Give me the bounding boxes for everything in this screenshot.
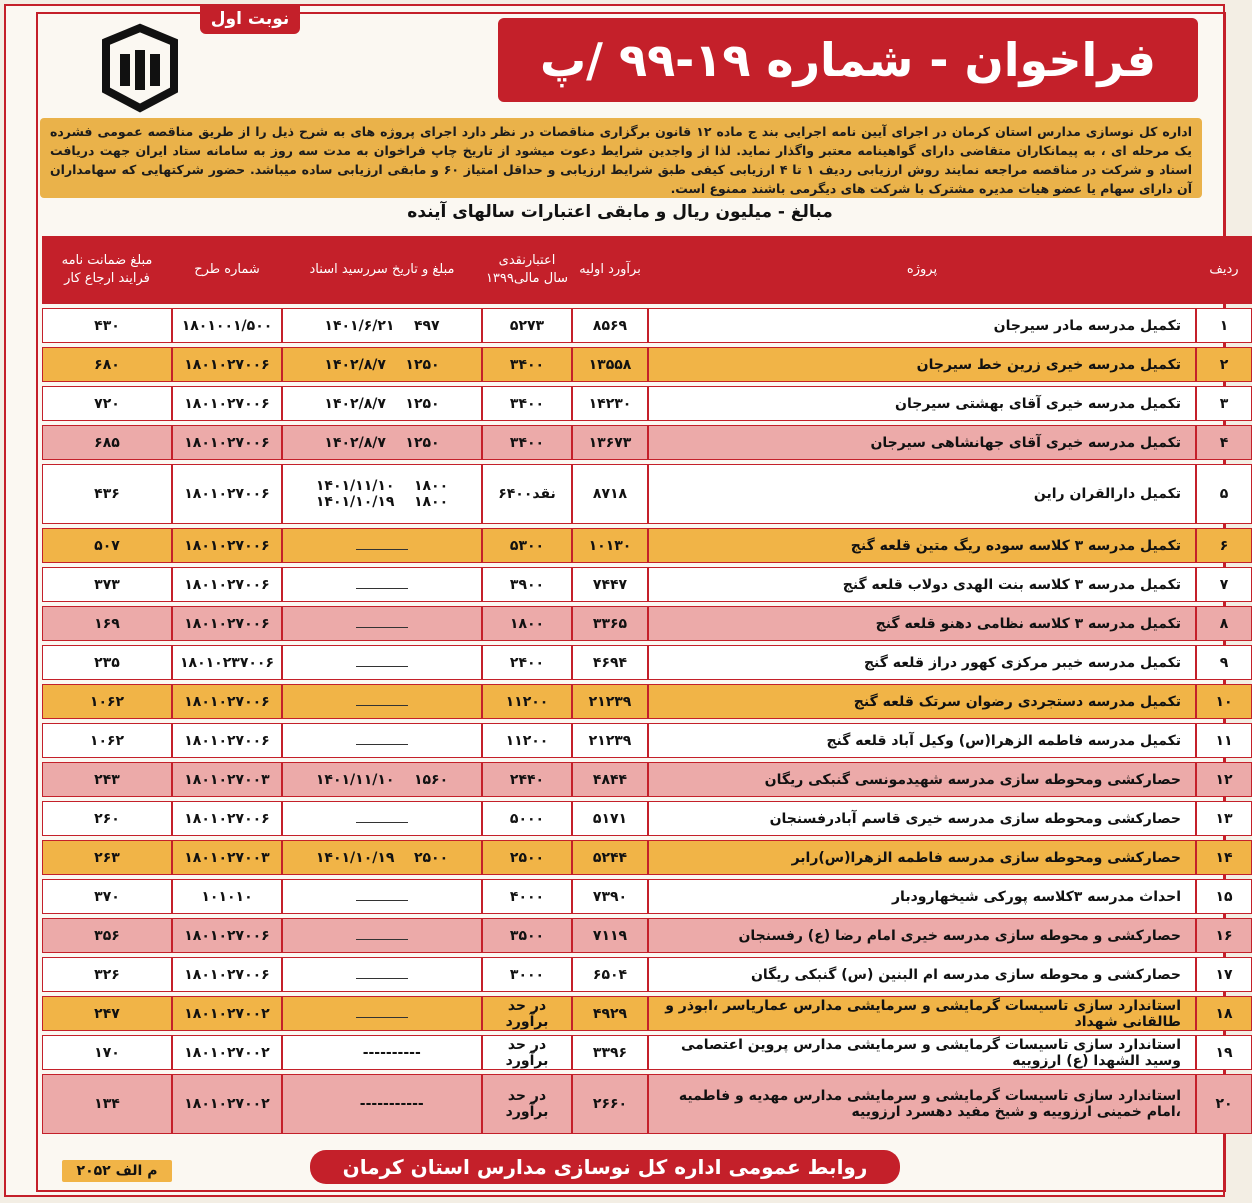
amount-value: ۱۲۵۰ xyxy=(405,434,440,451)
amount-value: ۴۹۷ xyxy=(413,317,440,334)
cell-project: احداث مدرسه ۳کلاسه پورکی شیخهارودبار xyxy=(648,879,1196,914)
empty-dash xyxy=(356,822,408,823)
cell-cash-credit: ۳۵۰۰ xyxy=(482,918,572,953)
empty-dash xyxy=(356,549,408,550)
table-row xyxy=(42,645,1252,680)
table-row xyxy=(42,528,1252,563)
cell-row-number: ۲ xyxy=(1196,347,1252,382)
cell-plan-number: ۱۸۰۱۰۲۷۰۰۶ xyxy=(172,464,282,524)
cell-plan-number: ۱۸۰۱۰۲۳۷۰۰۶ xyxy=(172,645,282,680)
footer-banner: روابط عمومی اداره کل نوسازی مدارس استان کرمان xyxy=(310,1150,900,1184)
table-row xyxy=(42,386,1252,421)
cell-guarantee: ۵۰۷ xyxy=(42,528,172,563)
cell-estimate: ۳۳۹۶ xyxy=(572,1035,648,1070)
cell-plan-number: ۱۸۰۱۰۲۷۰۰۳ xyxy=(172,840,282,875)
announcement-title xyxy=(498,18,1198,102)
cell-amount-date xyxy=(282,308,482,343)
cell-cash-credit: ۲۴۰۰ xyxy=(482,645,572,680)
cell-estimate: ۶۵۰۴ xyxy=(572,957,648,992)
cell-cash-credit: ۵۰۰۰ xyxy=(482,801,572,836)
table-row xyxy=(42,464,1252,524)
table-row xyxy=(42,1074,1252,1134)
empty-dash xyxy=(356,978,408,979)
table-row xyxy=(42,606,1252,641)
cell-project: استاندارد سازی تاسیسات گرمایشی و سرمایشی مدارس پروین اعتصامی وسید الشهدا (ع) ارزوییه xyxy=(648,1035,1196,1070)
table-row xyxy=(42,996,1252,1031)
cell-guarantee: ۲۳۵ xyxy=(42,645,172,680)
cell-amount-date xyxy=(282,606,482,641)
cell-guarantee: ۱۷۰ xyxy=(42,1035,172,1070)
cell-estimate: ۲۶۶۰ xyxy=(572,1074,648,1134)
cell-estimate: ۳۳۶۵ xyxy=(572,606,648,641)
date-value: ۱۴۰۲/۸/۷ xyxy=(324,395,386,412)
header-project: پروژه xyxy=(648,236,1196,304)
header-row-number: ردیف xyxy=(1196,236,1252,304)
cell-guarantee: ۷۲۰ xyxy=(42,386,172,421)
cell-guarantee: ۳۷۳ xyxy=(42,567,172,602)
cell-guarantee: ۳۷۰ xyxy=(42,879,172,914)
cell-plan-number: ۱۸۰۱۰۲۷۰۰۲ xyxy=(172,1035,282,1070)
table-row xyxy=(42,1035,1252,1070)
cell-amount-date xyxy=(282,801,482,836)
table-row xyxy=(42,840,1252,875)
empty-dash xyxy=(356,939,408,940)
cell-amount-date xyxy=(282,528,482,563)
cell-cash-credit: در حد برآورد xyxy=(482,1035,572,1070)
cell-estimate: ۷۱۱۹ xyxy=(572,918,648,953)
cell-amount-date xyxy=(282,918,482,953)
amount-value: ۱۸۰۰ xyxy=(413,478,449,494)
cell-cash-credit: ۱۸۰۰ xyxy=(482,606,572,641)
cell-amount-date xyxy=(282,762,482,797)
cell-project: استاندارد سازی تاسیسات گرمایشی و سرمایشی مدارس عماریاسر ،ابوذر و طالقانی شهداد xyxy=(648,996,1196,1031)
cell-amount-date xyxy=(282,879,482,914)
table-row xyxy=(42,567,1252,602)
cell-cash-credit: ۲۵۰۰ xyxy=(482,840,572,875)
empty-dash xyxy=(356,1017,408,1018)
cell-project: تکمیل مدرسه مادر سیرجان xyxy=(648,308,1196,343)
amount-date-line xyxy=(287,318,477,334)
header-estimate: برآورد اولیه xyxy=(572,236,648,304)
table-row xyxy=(42,425,1252,460)
cell-amount-date xyxy=(282,957,482,992)
amount-date-line xyxy=(287,396,477,412)
cell-amount-date xyxy=(282,1074,482,1134)
cell-project: حصارکشی و محوطه سازی مدرسه ام البنین (س) گنبکی ریگان xyxy=(648,957,1196,992)
cell-plan-number: ۱۰۱۰۱۰ xyxy=(172,879,282,914)
cell-guarantee: ۱۰۶۲ xyxy=(42,684,172,719)
cell-project: حصارکشی و محوطه سازی مدرسه خیری امام رضا (ع) رفسنجان xyxy=(648,918,1196,953)
cell-row-number: ۱۰ xyxy=(1196,684,1252,719)
cell-estimate: ۴۶۹۴ xyxy=(572,645,648,680)
cell-project: تکمیل مدرسه خیری زرین خط سیرجان xyxy=(648,347,1196,382)
table-row xyxy=(42,801,1252,836)
cell-estimate: ۲۱۲۳۹ xyxy=(572,723,648,758)
amount-date-line xyxy=(287,494,477,510)
cell-amount-date xyxy=(282,567,482,602)
cell-row-number: ۴ xyxy=(1196,425,1252,460)
cell-plan-number: ۱۸۰۱۰۲۷۰۰۲ xyxy=(172,1074,282,1134)
cell-row-number: ۱۳ xyxy=(1196,801,1252,836)
empty-dash xyxy=(356,627,408,628)
amount-date-line xyxy=(287,850,477,866)
table-row xyxy=(42,879,1252,914)
cell-amount-date xyxy=(282,1035,482,1070)
cell-project: تکمیل مدرسه ۳ کلاسه نظامی دهنو قلعه گنج xyxy=(648,606,1196,641)
cell-plan-number: ۱۸۰۱۰۰۱/۵۰۰ xyxy=(172,308,282,343)
empty-dash xyxy=(356,744,408,745)
cell-guarantee: ۶۸۰ xyxy=(42,347,172,382)
cell-project: حصارکشی ومحوطه سازی مدرسه شهیدمونسی گنبکی ریگان xyxy=(648,762,1196,797)
cell-guarantee: ۱۰۶۲ xyxy=(42,723,172,758)
amount-value: ۱۸۰۰ xyxy=(413,494,449,510)
date-value: ۱۴۰۲/۸/۷ xyxy=(324,434,386,451)
cell-project: تکمیل مدرسه فاطمه الزهرا(س) وکیل آباد قلعه گنج xyxy=(648,723,1196,758)
table-row xyxy=(42,957,1252,992)
cell-plan-number: ۱۸۰۱۰۲۷۰۰۳ xyxy=(172,762,282,797)
date-value: ۱۴۰۱/۱۰/۱۹ xyxy=(315,494,395,510)
cell-row-number: ۱۸ xyxy=(1196,996,1252,1031)
cell-row-number: ۶ xyxy=(1196,528,1252,563)
cell-plan-number: ۱۸۰۱۰۲۷۰۰۶ xyxy=(172,684,282,719)
cell-cash-credit: ۱۱۲۰۰ xyxy=(482,684,572,719)
cell-row-number: ۹ xyxy=(1196,645,1252,680)
cell-plan-number: ۱۸۰۱۰۲۷۰۰۶ xyxy=(172,347,282,382)
cell-guarantee: ۴۳۶ xyxy=(42,464,172,524)
cell-estimate: ۵۱۷۱ xyxy=(572,801,648,836)
cell-amount-date xyxy=(282,386,482,421)
organization-logo xyxy=(92,20,188,116)
amount-date-line xyxy=(287,1096,477,1112)
amount-value: ۱۲۵۰ xyxy=(405,395,440,412)
cell-estimate: ۲۱۲۳۹ xyxy=(572,684,648,719)
amount-value: ---------- xyxy=(362,1044,421,1061)
cell-row-number: ۱۷ xyxy=(1196,957,1252,992)
cell-row-number: ۱۱ xyxy=(1196,723,1252,758)
cell-plan-number: ۱۸۰۱۰۲۷۰۰۶ xyxy=(172,528,282,563)
table-row xyxy=(42,918,1252,953)
amount-date-line xyxy=(287,435,477,451)
cell-cash-credit: ۳۰۰۰ xyxy=(482,957,572,992)
cell-row-number: ۸ xyxy=(1196,606,1252,641)
cell-plan-number: ۱۸۰۱۰۲۷۰۰۶ xyxy=(172,918,282,953)
cell-project: تکمیل مدرسه ۳ کلاسه بنت الهدی دولاب قلعه گنج xyxy=(648,567,1196,602)
amount-date-line xyxy=(287,1045,477,1061)
cell-cash-credit: ۲۴۴۰ xyxy=(482,762,572,797)
cell-plan-number: ۱۸۰۱۰۲۷۰۰۶ xyxy=(172,386,282,421)
cell-guarantee: ۲۶۰ xyxy=(42,801,172,836)
table-row xyxy=(42,308,1252,343)
cell-project: تکمیل مدرسه خیری آقای بهشتی سیرجان xyxy=(648,386,1196,421)
cell-project: تکمیل مدرسه ۳ کلاسه سوده ریگ متین قلعه گنج xyxy=(648,528,1196,563)
cell-plan-number: ۱۸۰۱۰۲۷۰۰۶ xyxy=(172,567,282,602)
cell-estimate: ۱۳۵۵۸ xyxy=(572,347,648,382)
cell-cash-credit: در حد برآورد xyxy=(482,996,572,1031)
date-value: ۱۴۰۱/۶/۲۱ xyxy=(324,317,395,334)
cell-estimate: ۸۷۱۸ xyxy=(572,464,648,524)
date-value: ۱۴۰۱/۱۰/۱۹ xyxy=(315,849,395,866)
amount-value: ----------- xyxy=(359,1096,424,1112)
cell-row-number: ۱۶ xyxy=(1196,918,1252,953)
footer-code: م الف ۲۰۵۲ xyxy=(62,1160,172,1182)
cell-amount-date xyxy=(282,723,482,758)
cell-cash-credit: ۳۹۰۰ xyxy=(482,567,572,602)
table-row xyxy=(42,684,1252,719)
cell-plan-number: ۱۸۰۱۰۲۷۰۰۶ xyxy=(172,801,282,836)
amount-value: ۱۵۶۰ xyxy=(413,771,449,788)
empty-dash xyxy=(356,705,408,706)
cell-estimate: ۷۳۹۰ xyxy=(572,879,648,914)
round-badge: نوبت اول xyxy=(200,4,300,34)
date-value: ۱۴۰۱/۱۱/۱۰ xyxy=(315,771,395,788)
intro-paragraph: اداره کل نوسازی مدارس استان کرمان در اجرای آیین نامه اجرایی بند ج ماده ۱۲ قانون برگزاری مناقصات در نظر دارد اجرای پروژه های به شرح ذیل را از طریق مناقصه عمومی فشرده یک مرحله ای ، به پیمانکاران متقاضی دارای گواهینامه معتبر واگذار نماید. لذا از واجدین شرایط دعوت میشود از تاریخ چاپ فراخوان به مدت سه روز به سامانه ستاد ایران جهت دریافت اسناد و شرکت در مناقصه مراجعه نمایند روش ارزیابی ردیف ۱ تا ۴ ارزیابی کیفی طبق شرایط ارزیابی و حداقل امتیاز ۶۰ و مابقی ارزیابی ساده میباشد. حضور شرکتهایی که سهامداران آن دارای سهام یا عضو هیات مدیره مشترک با شرکت های دیگرمی باشند ممنوع است. xyxy=(40,118,1202,198)
cell-amount-date xyxy=(282,425,482,460)
cell-cash-credit: ۵۳۰۰ xyxy=(482,528,572,563)
cell-cash-credit: در حد برآورد xyxy=(482,1074,572,1134)
amount-date-line xyxy=(287,772,477,788)
cell-row-number: ۱۲ xyxy=(1196,762,1252,797)
cell-plan-number: ۱۸۰۱۰۲۷۰۰۶ xyxy=(172,957,282,992)
cell-amount-date xyxy=(282,996,482,1031)
cell-estimate: ۵۲۴۴ xyxy=(572,840,648,875)
cell-estimate: ۷۴۴۷ xyxy=(572,567,648,602)
projects-table xyxy=(42,232,1252,1138)
amount-value: ۱۲۵۰ xyxy=(405,356,440,373)
cell-amount-date xyxy=(282,684,482,719)
header-guarantee: مبلغ ضمانت نامه فرایند ارجاع کار xyxy=(42,236,172,304)
amount-date-line xyxy=(287,478,477,494)
cell-project: استاندارد سازی تاسیسات گرمایشی و سرمایشی مدارس مهدیه و فاطمیه ،امام خمینی ارزوییه و شیخ مفید دهسرد ارزوییه xyxy=(648,1074,1196,1134)
cell-cash-credit: ۱۱۲۰۰ xyxy=(482,723,572,758)
cell-guarantee: ۲۴۷ xyxy=(42,996,172,1031)
cell-guarantee: ۳۵۶ xyxy=(42,918,172,953)
table-row xyxy=(42,762,1252,797)
header-amount-date: مبلغ و تاریخ سررسید اسناد xyxy=(282,236,482,304)
cell-plan-number: ۱۸۰۱۰۲۷۰۰۶ xyxy=(172,723,282,758)
cell-estimate: ۴۸۴۴ xyxy=(572,762,648,797)
empty-dash xyxy=(356,900,408,901)
cell-project: تکمیل مدرسه خیری آقای جهانشاهی سیرجان xyxy=(648,425,1196,460)
empty-dash xyxy=(356,588,408,589)
cell-plan-number: ۱۸۰۱۰۲۷۰۰۶ xyxy=(172,606,282,641)
cell-amount-date xyxy=(282,347,482,382)
header-plan-number: شماره طرح xyxy=(172,236,282,304)
cell-row-number: ۱۹ xyxy=(1196,1035,1252,1070)
cell-row-number: ۲۰ xyxy=(1196,1074,1252,1134)
cell-estimate: ۱۴۲۳۰ xyxy=(572,386,648,421)
cell-guarantee: ۶۸۵ xyxy=(42,425,172,460)
cell-row-number: ۳ xyxy=(1196,386,1252,421)
cell-cash-credit: ۳۴۰۰ xyxy=(482,386,572,421)
cell-guarantee: ۳۲۶ xyxy=(42,957,172,992)
cell-plan-number: ۱۸۰۱۰۲۷۰۰۲ xyxy=(172,996,282,1031)
date-value: ۱۴۰۱/۱۱/۱۰ xyxy=(315,478,395,494)
cell-plan-number: ۱۸۰۱۰۲۷۰۰۶ xyxy=(172,425,282,460)
cell-guarantee: ۱۶۹ xyxy=(42,606,172,641)
cell-estimate: ۱۰۱۳۰ xyxy=(572,528,648,563)
cell-project: حصارکشی ومحوطه سازی مدرسه فاطمه الزهرا(س)رابر xyxy=(648,840,1196,875)
cell-cash-credit: ۳۴۰۰ xyxy=(482,347,572,382)
amount-value: ۲۵۰۰ xyxy=(413,849,449,866)
cell-guarantee: ۲۶۳ xyxy=(42,840,172,875)
cell-project: تکمیل دارالقران راین xyxy=(648,464,1196,524)
cell-amount-date xyxy=(282,645,482,680)
cell-amount-date xyxy=(282,464,482,524)
table-header-row xyxy=(42,236,1252,304)
header-cash-credit: اعتبارنقدی سال مالی۱۳۹۹ xyxy=(482,236,572,304)
amount-date-line xyxy=(287,357,477,373)
table-subtitle: مبالغ - میلیون ریال و مابقی اعتبارات سالهای آینده xyxy=(407,202,833,222)
cell-cash-credit: ۴۰۰۰ xyxy=(482,879,572,914)
cell-cash-credit: ۳۴۰۰ xyxy=(482,425,572,460)
table-row xyxy=(42,723,1252,758)
cell-guarantee: ۱۳۴ xyxy=(42,1074,172,1134)
cell-row-number: ۷ xyxy=(1196,567,1252,602)
cell-estimate: ۴۹۲۹ xyxy=(572,996,648,1031)
cell-estimate: ۱۳۶۷۳ xyxy=(572,425,648,460)
cell-row-number: ۵ xyxy=(1196,464,1252,524)
cell-row-number: ۱۴ xyxy=(1196,840,1252,875)
title-text: فراخوان - شماره ۱۹-۹۹ /پ xyxy=(539,33,1157,87)
cell-cash-credit: نقد۶۴۰۰ xyxy=(482,464,572,524)
table-row xyxy=(42,347,1252,382)
cell-estimate: ۸۵۶۹ xyxy=(572,308,648,343)
cell-guarantee: ۲۴۳ xyxy=(42,762,172,797)
cell-cash-credit: ۵۲۷۳ xyxy=(482,308,572,343)
cell-row-number: ۱۵ xyxy=(1196,879,1252,914)
cell-project: حصارکشی ومحوطه سازی مدرسه خیری قاسم آبادرفسنجان xyxy=(648,801,1196,836)
date-value: ۱۴۰۲/۸/۷ xyxy=(324,356,386,373)
cell-row-number: ۱ xyxy=(1196,308,1252,343)
cell-guarantee: ۴۳۰ xyxy=(42,308,172,343)
cell-project: تکمیل مدرسه دستجردی رضوان سرتک قلعه گنج xyxy=(648,684,1196,719)
empty-dash xyxy=(356,666,408,667)
cell-project: تکمیل مدرسه خیبر مرکزی کهور دراز قلعه گنج xyxy=(648,645,1196,680)
cell-amount-date xyxy=(282,840,482,875)
